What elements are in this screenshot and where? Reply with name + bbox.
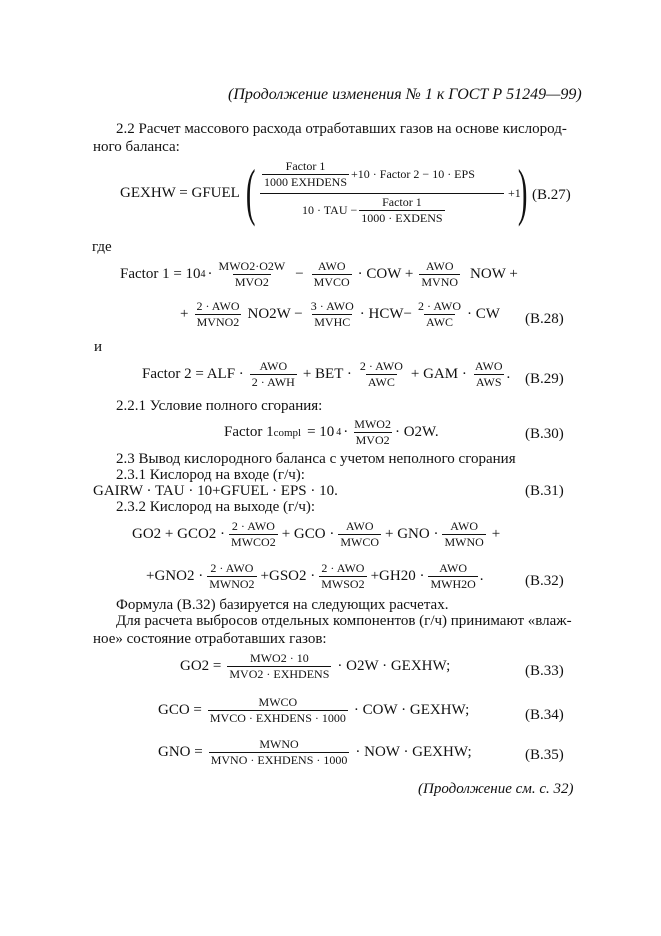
eq32b-f3-den: MWH2O bbox=[430, 577, 476, 591]
paragraph-2-2-line1: 2.2 Расчет массового расхода отработавших газов на основе кислород- bbox=[116, 121, 567, 137]
eq33-line bbox=[180, 652, 450, 681]
eq33-f-num: MWO2 · 10 bbox=[250, 651, 309, 665]
eq28-f6-num: 2 · AWO bbox=[418, 299, 462, 313]
eq27-bot-frac-den: 1000 · EXDENS bbox=[361, 211, 443, 225]
eq35-label: (B.35) bbox=[525, 747, 564, 763]
eq27-top-frac-den: 1000 EXHDENS bbox=[264, 175, 347, 189]
eq35-line bbox=[158, 738, 472, 767]
eq28-t4: NO2W − bbox=[247, 306, 303, 322]
eq33-tail: · O2W · GEXHW; bbox=[337, 658, 451, 674]
eq28-f6-den: AWC bbox=[425, 315, 454, 329]
eq32a-f2-num: AWO bbox=[345, 519, 374, 533]
eq29-t2: + GAM · bbox=[410, 366, 467, 382]
eq28-f4-den: MVNO2 bbox=[196, 315, 240, 329]
eq28-t6: · CW bbox=[467, 306, 500, 322]
eq27-lhs: GEXHW = GFUEL bbox=[120, 185, 240, 201]
eq28-f4-num: 2 · AWO bbox=[196, 299, 240, 313]
eq32b-f1-num: 2 · AWO bbox=[210, 561, 254, 575]
eq27-bot-left: 10 · TAU − bbox=[302, 203, 358, 217]
eq29-t1: + BET · bbox=[302, 366, 352, 382]
eq27-right-paren: ) bbox=[517, 156, 528, 227]
paragraph-2-2-line2: ного баланса: bbox=[93, 139, 180, 155]
eq28-f3-num: AWO bbox=[425, 259, 454, 273]
eq28-f5-den: MVHC bbox=[314, 315, 351, 329]
eq34-lhs: GCO = bbox=[158, 702, 202, 718]
eq28-f2-num: AWO bbox=[317, 259, 346, 273]
eq29-label: (B.29) bbox=[525, 371, 564, 387]
eq32a-f1-den: MWCO2 bbox=[231, 535, 276, 549]
eq33-f-den: MVO2 · EXHDENS bbox=[229, 667, 330, 681]
eq32b-t2: +GH20 · bbox=[370, 568, 425, 584]
eq27-plus-one: +1 bbox=[508, 186, 521, 200]
eq28-line1: Factor 1 = 10 4 · MWO2·O2W MVO2 − AWO MVCO · COW + AWO MVNO NOW + bbox=[120, 259, 518, 289]
eq28-plus: + bbox=[180, 306, 189, 322]
eq33-lhs: GO2 = bbox=[180, 658, 222, 674]
section-2-2-1: 2.2.1 Условие полного сгорания: bbox=[116, 398, 323, 414]
eq30-f-num: MWO2 bbox=[354, 417, 391, 431]
eq27-main-bar bbox=[260, 193, 504, 194]
word-where: где bbox=[92, 239, 112, 255]
eq28-f5-num: 3 · AWO bbox=[310, 299, 354, 313]
eq30-f-den: MVO2 bbox=[355, 433, 390, 447]
eq28-label: (B.28) bbox=[525, 311, 564, 327]
eq32b-f2-den: MWSO2 bbox=[321, 577, 365, 591]
eq28-t5: · HCW− bbox=[359, 306, 412, 322]
eq32b-f1-den: MWNO2 bbox=[209, 577, 255, 591]
eq32-label: (B.32) bbox=[525, 573, 564, 589]
eq32b-t3: . bbox=[479, 568, 484, 584]
eq29-f1-den: 2 · AWH bbox=[251, 375, 295, 389]
eq29-line bbox=[142, 360, 510, 389]
eq27-top-frac-num: Factor 1 bbox=[285, 159, 326, 173]
eq33-label: (B.33) bbox=[525, 663, 564, 679]
eq32a-t1: + GCO · bbox=[281, 526, 335, 542]
eq30-tail: · O2W. bbox=[394, 424, 439, 440]
eq27-label: (B.27) bbox=[532, 187, 571, 203]
eq34-line bbox=[158, 696, 469, 725]
eq34-f-num: MWCO bbox=[258, 695, 298, 709]
eq29-f2-num: 2 · AWO bbox=[359, 359, 403, 373]
eq34-tail: · COW · GEXHW; bbox=[353, 702, 470, 718]
eq29-t3: . bbox=[506, 366, 511, 382]
word-and: и bbox=[94, 339, 103, 355]
eq27-denominator bbox=[302, 196, 447, 225]
eq27-left-paren: ( bbox=[245, 156, 256, 227]
eq32a-f3-den: MWNO bbox=[444, 535, 484, 549]
eq34-f-den: MVCO · EXHDENS · 1000 bbox=[209, 711, 346, 725]
eq30-lhs: Factor 1 bbox=[224, 424, 274, 440]
paragraph-formula: Формула (B.32) базируется на следующих расчетах. bbox=[116, 597, 449, 613]
paragraph-calc-line1: Для расчета выбросов отдельных компонентов (г/ч) принимают «влаж- bbox=[116, 613, 572, 629]
eq35-f-den: MVNO · EXHDENS · 1000 bbox=[210, 753, 348, 767]
eq27-bot-frac-num: Factor 1 bbox=[382, 195, 422, 209]
eq35-f-num: MWNO bbox=[259, 737, 299, 751]
eq27-numerator bbox=[260, 160, 475, 189]
eq35-tail: · NOW · GEXHW; bbox=[355, 744, 472, 760]
eq32b-f3-num: AWO bbox=[439, 561, 467, 575]
eq29-lhs: Factor 2 = ALF · bbox=[142, 366, 244, 382]
eq28-line2 bbox=[180, 300, 500, 329]
eq32-line1 bbox=[132, 520, 500, 549]
eq32b-t0: +GNO2 · bbox=[146, 568, 204, 584]
eq32a-t2: + GNO · bbox=[385, 526, 439, 542]
eq28-f3-den: MVNO bbox=[421, 275, 459, 289]
eq30-label: (B.30) bbox=[525, 426, 564, 442]
eq27-fraction bbox=[236, 158, 536, 232]
eq28-f1-num: MWO2·O2W bbox=[218, 259, 286, 273]
eq28-f1-den: MVO2 bbox=[234, 275, 269, 289]
section-2-3-1: 2.3.1 Кислород на входе (г/ч): bbox=[116, 467, 305, 483]
eq28-minus: − bbox=[295, 266, 304, 282]
eq29-f2-den: AWC bbox=[367, 375, 395, 389]
eq32a-f3-num: AWO bbox=[450, 519, 478, 533]
eq29-f3-den: AWS bbox=[475, 375, 502, 389]
eq30-mid: = 10 bbox=[307, 424, 335, 440]
eq27-top-rest: +10 · Factor 2 − 10 · EPS bbox=[351, 167, 475, 181]
eq28-t2: · COW + bbox=[357, 266, 414, 282]
eq28-f2-den: MVCO bbox=[313, 275, 350, 289]
eq29-f1-num: AWO bbox=[259, 359, 288, 373]
section-2-3-2: 2.3.2 Кислород на выходе (г/ч): bbox=[116, 499, 316, 515]
eq32a-f2-den: MWCO bbox=[340, 535, 380, 549]
eq30-line: Factor 1 compl = 10 4 · MWO2 MVO2 · O2W. bbox=[224, 417, 439, 447]
page-header: (Продолжение изменения № 1 к ГОСТ Р 51249—99) bbox=[228, 86, 582, 103]
eq32b-t1: +GSO2 · bbox=[260, 568, 316, 584]
section-2-3: 2.3 Вывод кислородного баланса с учетом неполного сгорания bbox=[116, 451, 516, 467]
eq32a-t0: GO2 + GCO2 · bbox=[132, 526, 226, 542]
eq35-lhs: GNO = bbox=[158, 744, 203, 760]
page-footer: (Продолжение см. с. 32) bbox=[418, 781, 574, 797]
eq32a-f1-num: 2 · AWO bbox=[231, 519, 275, 533]
eq28-t3: NOW + bbox=[470, 266, 518, 282]
eq32b-f2-num: 2 · AWO bbox=[321, 561, 365, 575]
eq34-label: (B.34) bbox=[525, 707, 564, 723]
eq32a-t3: + bbox=[491, 526, 501, 542]
paragraph-calc-line2: ное» состояние отработавших газов: bbox=[93, 631, 327, 647]
eq28-lhs: Factor 1 = 10 bbox=[120, 266, 201, 282]
eq31-text: GAIRW · TAU · 10+GFUEL · EPS · 10. bbox=[93, 483, 338, 499]
eq31-label: (B.31) bbox=[525, 483, 564, 499]
eq29-f3-num: AWO bbox=[474, 359, 503, 373]
eq32-line2 bbox=[146, 562, 484, 591]
